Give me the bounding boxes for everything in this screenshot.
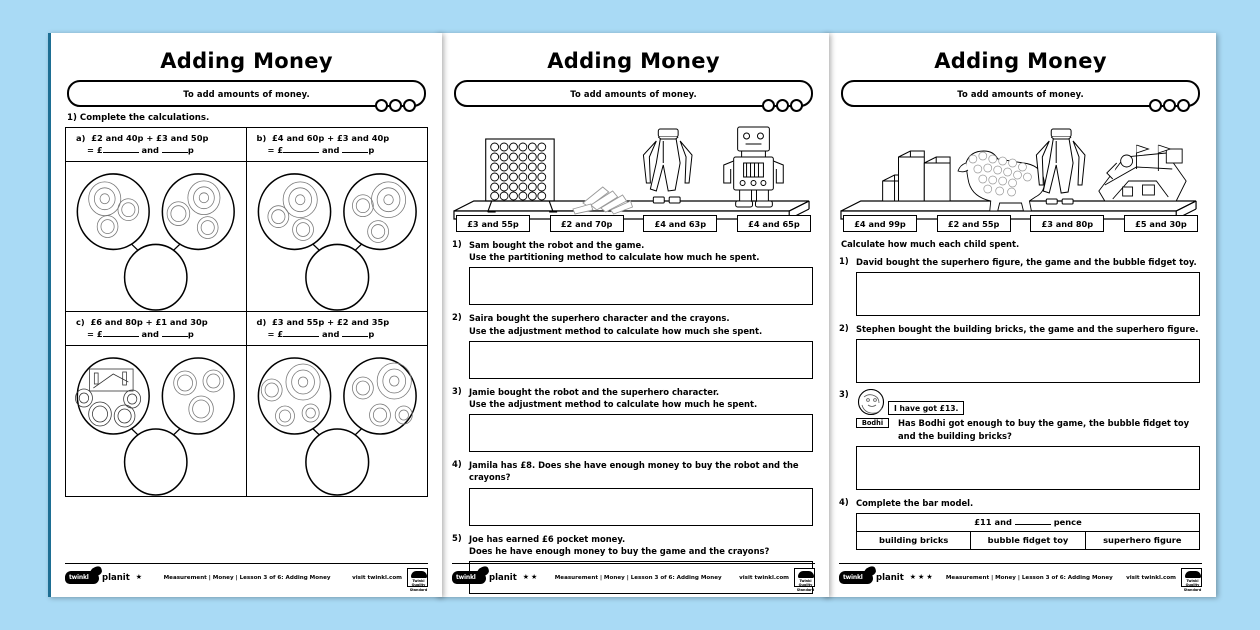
- calc-expression-a: £2 and 40p + £3 and 50p: [91, 133, 209, 143]
- footer-visit-link-2[interactable]: visit twinkl.com: [739, 574, 789, 581]
- twinkl-planit-logo[interactable]: [65, 571, 142, 584]
- twinkl-planit-logo-2[interactable]: [452, 571, 537, 584]
- part-whole-model-a: [66, 162, 247, 312]
- calculation-cell-a: [66, 128, 247, 162]
- calc-answer-mid-b: and: [322, 145, 340, 155]
- answer-box-3-1[interactable]: [856, 272, 1200, 316]
- section-lead-3: Calculate how much each child spent.: [841, 239, 1020, 249]
- calc-letter-b: b): [256, 133, 267, 143]
- twinkl-quality-badge-3: [1181, 568, 1202, 592]
- question-number-3-1: 1): [839, 256, 849, 266]
- answer-box-3-3[interactable]: [856, 446, 1200, 490]
- twinkl-quality-badge-1: [407, 568, 428, 592]
- page-footer-3: [839, 563, 1202, 592]
- learning-objective-text-3: To add amounts of money.: [957, 88, 1084, 99]
- price-tag-row-3: [843, 215, 1198, 232]
- calc-answer-prefix-c: = £: [87, 329, 103, 339]
- twinkl-logo-icon: [65, 571, 99, 584]
- question-row-3-1: [839, 256, 1202, 268]
- question-number-2-4: 4): [452, 459, 462, 470]
- question-number-2-1: 1): [452, 239, 462, 249]
- game-set-illustration: [1099, 145, 1186, 201]
- bar-model-total-blank[interactable]: [1015, 524, 1051, 525]
- calc-expression-d: £3 and 55p + £2 and 35p: [272, 317, 390, 327]
- answer-box-2-3[interactable]: [469, 414, 813, 452]
- calc-letter-a: a): [76, 133, 86, 143]
- question-row-3-2: [839, 323, 1202, 335]
- badge-cap-icon: [411, 571, 427, 578]
- learning-objective-text-2: To add amounts of money.: [570, 88, 697, 99]
- footer-visit-link-1[interactable]: visit twinkl.com: [352, 574, 402, 581]
- bodhi-question-line2: and the building bricks?: [898, 430, 1012, 441]
- badge-cap-icon: [1185, 571, 1201, 578]
- badge-label-3: Twinkl Quality Standard: [1183, 579, 1202, 592]
- question-number-3-3: 3): [839, 389, 849, 400]
- robot-illustration: [724, 127, 784, 207]
- question-lead: 1) Complete the calculations.: [67, 113, 210, 123]
- question-number-3-2: 2): [839, 323, 849, 334]
- answer-box-3-2[interactable]: [856, 339, 1200, 383]
- price-tag-crayons: £2 and 70p: [550, 215, 624, 232]
- twinkl-logo-icon: [452, 571, 486, 584]
- question-number-2-2: 2): [452, 312, 462, 323]
- twinkl-logo-text: twinkl: [69, 573, 89, 581]
- answer-blank-pence-a[interactable]: [162, 152, 188, 153]
- badge-label-1: Twinkl Quality Standard: [409, 579, 428, 592]
- calc-answer-suffix-d: p: [368, 329, 375, 339]
- question-text-2-2-line1: Saira bought the superhero character and the crayons.: [469, 313, 730, 324]
- part-whole-model-b: [247, 162, 428, 312]
- twinkl-logo-text-2: twinkl: [456, 573, 476, 581]
- bar-model-lead-row: [839, 497, 1202, 509]
- bar-model-part-3: superhero figure: [1103, 535, 1182, 546]
- bar-model-part-1: building bricks: [857, 532, 971, 549]
- assessment-circle-3[interactable]: [403, 99, 416, 112]
- calc-letter-c: c): [76, 317, 85, 327]
- part-whole-model-d: [247, 346, 428, 496]
- calc-answer-mid-c: and: [141, 329, 159, 339]
- answer-blank-pence-d[interactable]: [342, 336, 368, 337]
- price-tag-building-bricks: £4 and 99p: [843, 215, 917, 232]
- planit-logo-text-2: planit: [489, 572, 517, 583]
- answer-blank-pounds-b[interactable]: [283, 152, 319, 153]
- question-row-2-4: [452, 459, 815, 483]
- planit-logo-text-3: planit: [876, 572, 904, 583]
- question-text-3-1: David bought the superhero figure, the game and the bubble fidget toy.: [856, 257, 1197, 267]
- footer-visit-link-3[interactable]: visit twinkl.com: [1126, 574, 1176, 581]
- calc-expression-c: £6 and 80p + £1 and 30p: [90, 317, 208, 327]
- answer-blank-pounds-c[interactable]: [103, 336, 139, 337]
- calculation-cell-c: [66, 312, 247, 346]
- footer-breadcrumb-3: Measurement | Money | Lesson 3 of 6: Adding Money: [945, 574, 1113, 581]
- page-title-2: Adding Money: [547, 49, 720, 73]
- calculation-cell-b: [247, 128, 428, 162]
- assessment-circle-1[interactable]: [375, 99, 388, 112]
- assessment-circle-2[interactable]: [389, 99, 402, 112]
- calc-expression-b: £4 and 60p + £3 and 40p: [272, 133, 390, 143]
- calc-answer-suffix-a: p: [187, 145, 194, 155]
- bar-model-total-row: [857, 514, 1199, 532]
- part-whole-model-c: [66, 346, 247, 496]
- calc-answer-mid-d: and: [322, 329, 340, 339]
- price-tag-superhero: £4 and 63p: [643, 215, 717, 232]
- question-number-3-4: 4): [839, 496, 849, 507]
- bar-model-parts-row: [857, 532, 1199, 549]
- planit-logo-text: planit: [102, 572, 130, 583]
- answer-blank-pence-b[interactable]: [342, 152, 368, 153]
- badge-label-2: Twinkl Quality Standard: [796, 579, 815, 592]
- question-text-2-3-line2: Use the adjustment method to calculate how much he spent.: [469, 398, 758, 409]
- page-footer-2: [452, 563, 815, 592]
- question-text-2-1-line2: Use the partitioning method to calculate how much he spent.: [469, 252, 760, 263]
- answer-box-2-4[interactable]: [469, 488, 813, 526]
- twinkl-planit-logo-3[interactable]: [839, 571, 933, 584]
- learning-objective-banner-3: [841, 80, 1200, 107]
- price-tag-bubble-fidget-toy: £2 and 55p: [937, 215, 1011, 232]
- price-tag-row-2: [456, 215, 811, 232]
- toy-shelf-illustration-2: [452, 111, 815, 229]
- page-title: Adding Money: [160, 49, 333, 73]
- bodhi-question-line1: Has Bodhi got enough to buy the game, the bubble fidget toy: [898, 418, 1190, 429]
- bar-model-total-prefix: £11 and: [974, 517, 1012, 528]
- calculation-cell-d: [247, 312, 428, 346]
- twinkl-logo-text-3: twinkl: [843, 573, 863, 581]
- price-tag-robot: £4 and 65p: [737, 215, 811, 232]
- question-row-2-1: [452, 239, 815, 263]
- footer-breadcrumb-2: Measurement | Money | Lesson 3 of 6: Adding Money: [554, 574, 722, 581]
- calc-answer-prefix-b: = £: [267, 145, 284, 155]
- calc-answer-prefix-d: = £: [267, 329, 284, 339]
- twinkl-quality-badge-2: [794, 568, 815, 592]
- self-assessment-circles[interactable]: [375, 99, 416, 112]
- bodhi-character-illustration: [856, 389, 892, 428]
- superhero-illustration: [643, 129, 692, 203]
- worksheet-page-1[interactable]: [48, 33, 442, 597]
- question-text-2-5-line2: Does he have enough money to buy the game and the crayons?: [469, 545, 770, 556]
- part-whole-grid: [65, 127, 428, 497]
- calc-letter-d: d): [256, 317, 267, 327]
- calc-answer-suffix-c: p: [187, 329, 194, 339]
- question-text-3-2: Stephen bought the building bricks, the game and the superhero figure.: [856, 324, 1199, 335]
- bodhi-speech-bubble: I have got £13.: [888, 401, 964, 415]
- answer-box-2-2[interactable]: [469, 341, 813, 379]
- star-icon: ★: [909, 573, 917, 581]
- price-tag-game: £5 and 30p: [1124, 215, 1198, 232]
- question-text-2-1-line1: Sam bought the robot and the game.: [469, 240, 645, 250]
- star-icon: ★: [918, 573, 925, 581]
- calc-answer-suffix-b: p: [368, 145, 375, 155]
- answer-blank-pounds-d[interactable]: [283, 336, 319, 337]
- building-bricks-illustration: [883, 151, 950, 201]
- star-icon: ★: [135, 573, 143, 581]
- worksheet-page-2[interactable]: [435, 33, 829, 597]
- bar-model-lead: Complete the bar model.: [856, 497, 974, 508]
- difficulty-stars-3: [910, 574, 933, 581]
- question-text-2-3-line1: Jamie bought the robot and the superhero character.: [469, 386, 720, 397]
- footer-breadcrumb-1: Measurement | Money | Lesson 3 of 6: Adding Money: [163, 574, 331, 581]
- bodhi-name-tag: Bodhi: [856, 418, 889, 428]
- question-row-2-3: [452, 386, 815, 410]
- price-tag-superhero-figure: £3 and 80p: [1030, 215, 1104, 232]
- bar-model-total-suffix: pence: [1053, 517, 1082, 528]
- question-row-2-2: [452, 312, 815, 336]
- page-footer-1: [65, 563, 428, 592]
- calc-answer-prefix-a: = £: [87, 145, 103, 155]
- calc-answer-mid-a: and: [141, 145, 159, 155]
- page-title-3: Adding Money: [934, 49, 1107, 73]
- question-text-2-2-line2: Use the adjustment method to calculate how much she spent.: [469, 325, 763, 336]
- worksheet-page-3[interactable]: [822, 33, 1216, 597]
- bar-model: [856, 513, 1200, 550]
- superhero-figure-illustration: [1036, 129, 1085, 204]
- bar-model-part-2: bubble fidget toy: [971, 532, 1085, 549]
- question-text-2-5-line1: Joe has earned £6 pocket money.: [469, 533, 626, 544]
- price-tag-game: £3 and 55p: [456, 215, 530, 232]
- learning-objective-banner-2: [454, 80, 813, 107]
- question-number-2-3: 3): [452, 385, 462, 396]
- star-icon: ★: [522, 573, 530, 581]
- question-number-2-5: 5): [452, 532, 462, 543]
- answer-blank-pounds-a[interactable]: [103, 152, 139, 153]
- answer-box-2-1[interactable]: [469, 267, 813, 305]
- difficulty-stars-2: [523, 574, 538, 581]
- question-text-2-4-line1: Jamila has £8. Does she have enough money to buy the robot and the crayons?: [469, 460, 799, 483]
- learning-objective-text: To add amounts of money.: [183, 88, 310, 99]
- badge-cap-icon: [798, 571, 814, 578]
- toy-shelf-illustration-3: [839, 111, 1202, 229]
- answer-blank-pence-c[interactable]: [162, 336, 188, 337]
- learning-objective-banner: [67, 80, 426, 107]
- twinkl-logo-icon: [839, 571, 873, 584]
- question-row-2-5: [452, 533, 815, 557]
- bodhi-question-row: [839, 389, 1202, 441]
- star-icon: ★: [926, 573, 933, 581]
- star-icon: ★: [531, 573, 538, 581]
